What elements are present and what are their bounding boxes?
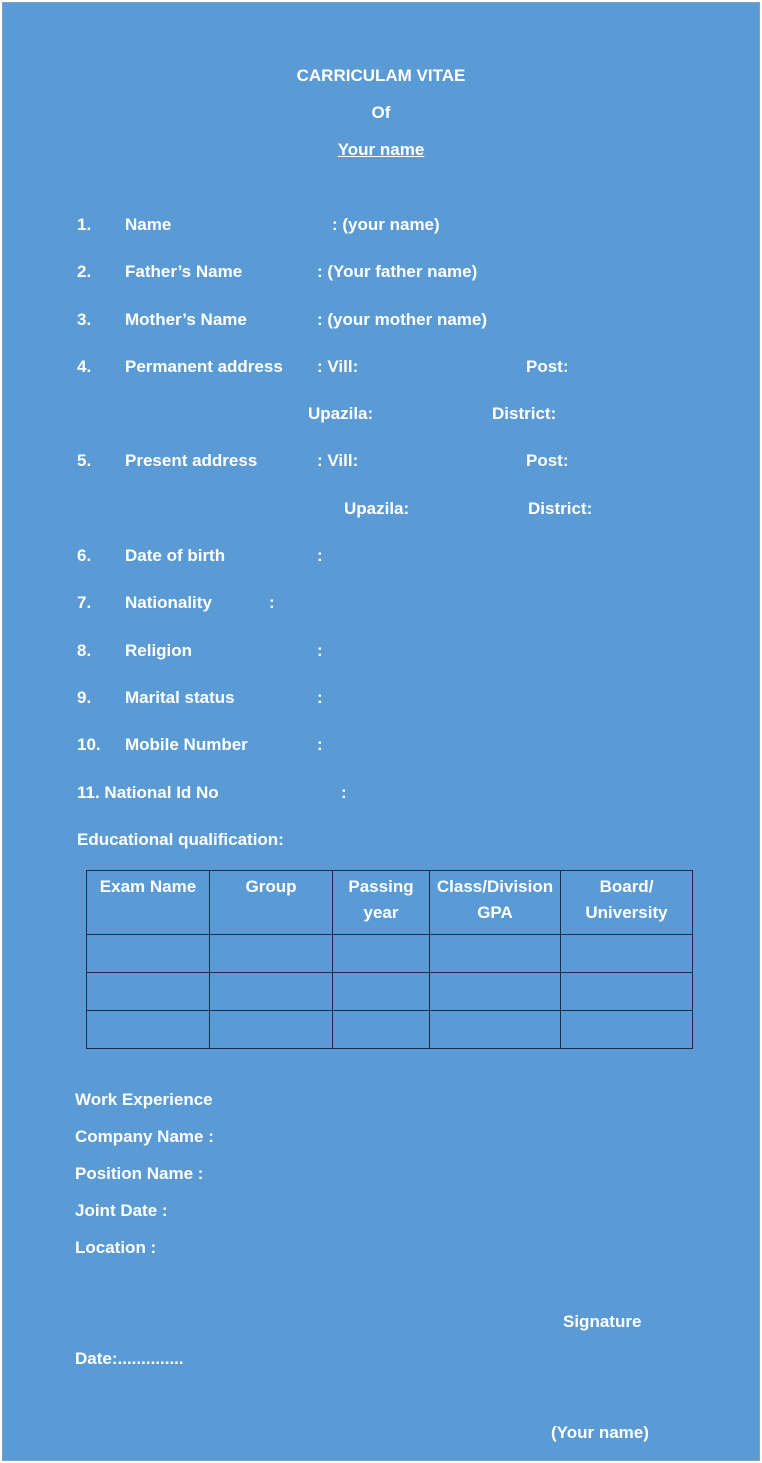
- field-5-post: Post:: [526, 451, 569, 470]
- title-name-text: Your name: [337, 140, 425, 159]
- field-6-value: :: [317, 546, 323, 565]
- field-5-label: Present address: [125, 451, 258, 470]
- field-2-number: 2.: [77, 262, 92, 281]
- field-9-label: Marital status: [125, 688, 235, 707]
- work-position: Position Name :: [75, 1164, 204, 1183]
- national-id-label: 11. National Id No: [77, 783, 219, 802]
- table-cell[interactable]: [333, 935, 430, 973]
- field-7-label: Nationality: [125, 593, 212, 612]
- cv-page: [2, 2, 760, 1461]
- col-passing-year: Passing year: [333, 871, 430, 935]
- table-cell[interactable]: [561, 973, 693, 1011]
- table-cell[interactable]: [333, 973, 430, 1011]
- field-3-value: : (your mother name): [317, 310, 488, 329]
- field-1-value: : (your name): [332, 215, 440, 234]
- field-9-value: :: [317, 688, 323, 707]
- work-joint-date: Joint Date :: [75, 1201, 168, 1220]
- field-10-value: :: [317, 735, 323, 754]
- field-3-label: Mother’s Name: [125, 310, 247, 329]
- field-4-vill: : Vill:: [317, 357, 359, 376]
- document-title: CARRICULAM VITAE: [296, 66, 466, 85]
- signature-name: (Your name): [551, 1423, 649, 1442]
- table-row: [87, 1011, 693, 1049]
- field-8-value: :: [317, 641, 323, 660]
- education-table: [86, 870, 693, 1049]
- field-4-district: District:: [492, 404, 557, 423]
- field-6-label: Date of birth: [125, 546, 226, 565]
- field-4-number: 4.: [77, 357, 92, 376]
- table-cell[interactable]: [210, 935, 333, 973]
- field-7-number: 7.: [77, 593, 92, 612]
- table-cell[interactable]: [210, 1011, 333, 1049]
- field-3-number: 3.: [77, 310, 92, 329]
- field-4-post: Post:: [526, 357, 569, 376]
- field-9-number: 9.: [77, 688, 92, 707]
- col-board-university: Board/ University: [561, 871, 693, 935]
- field-4-upazila: Upazila:: [308, 404, 374, 423]
- field-10-label: Mobile Number: [125, 735, 248, 754]
- work-location: Location :: [75, 1238, 157, 1257]
- table-cell[interactable]: [87, 973, 210, 1011]
- work-heading: Work Experience: [75, 1090, 213, 1109]
- table-row: [87, 935, 693, 973]
- title-your-name: [3, 140, 759, 160]
- table-cell[interactable]: [430, 1011, 561, 1049]
- table-cell[interactable]: [430, 935, 561, 973]
- title-of: Of: [371, 103, 391, 122]
- table-cell[interactable]: [210, 973, 333, 1011]
- col-group: Group: [210, 871, 333, 935]
- field-1-number: 1.: [77, 215, 92, 234]
- field-8-number: 8.: [77, 641, 92, 660]
- date-label: Date:..............: [75, 1349, 184, 1368]
- field-2-label: Father’s Name: [125, 262, 243, 281]
- education-header-row: [87, 871, 693, 935]
- work-company: Company Name :: [75, 1127, 214, 1146]
- field-8-label: Religion: [125, 641, 193, 660]
- field-2-value: : (Your father name): [317, 262, 478, 281]
- table-cell[interactable]: [430, 973, 561, 1011]
- field-6-number: 6.: [77, 546, 92, 565]
- signature-label: Signature: [563, 1312, 642, 1331]
- field-7-value: :: [269, 593, 275, 612]
- field-5-upazila: Upazila:: [344, 499, 410, 518]
- field-5-number: 5.: [77, 451, 92, 470]
- field-10-number: 10.: [77, 735, 101, 754]
- field-5-vill: : Vill:: [317, 451, 359, 470]
- table-cell[interactable]: [561, 935, 693, 973]
- table-row: [87, 973, 693, 1011]
- table-cell[interactable]: [87, 935, 210, 973]
- table-cell[interactable]: [561, 1011, 693, 1049]
- table-cell[interactable]: [333, 1011, 430, 1049]
- col-class-division: Class/Division GPA: [430, 871, 561, 935]
- col-exam-name: Exam Name: [87, 871, 210, 935]
- national-id-value: :: [341, 783, 347, 802]
- field-4-label: Permanent address: [125, 357, 283, 376]
- education-heading: Educational qualification:: [77, 830, 284, 849]
- field-1-label: Name: [125, 215, 172, 234]
- table-cell[interactable]: [87, 1011, 210, 1049]
- field-5-district: District:: [528, 499, 593, 518]
